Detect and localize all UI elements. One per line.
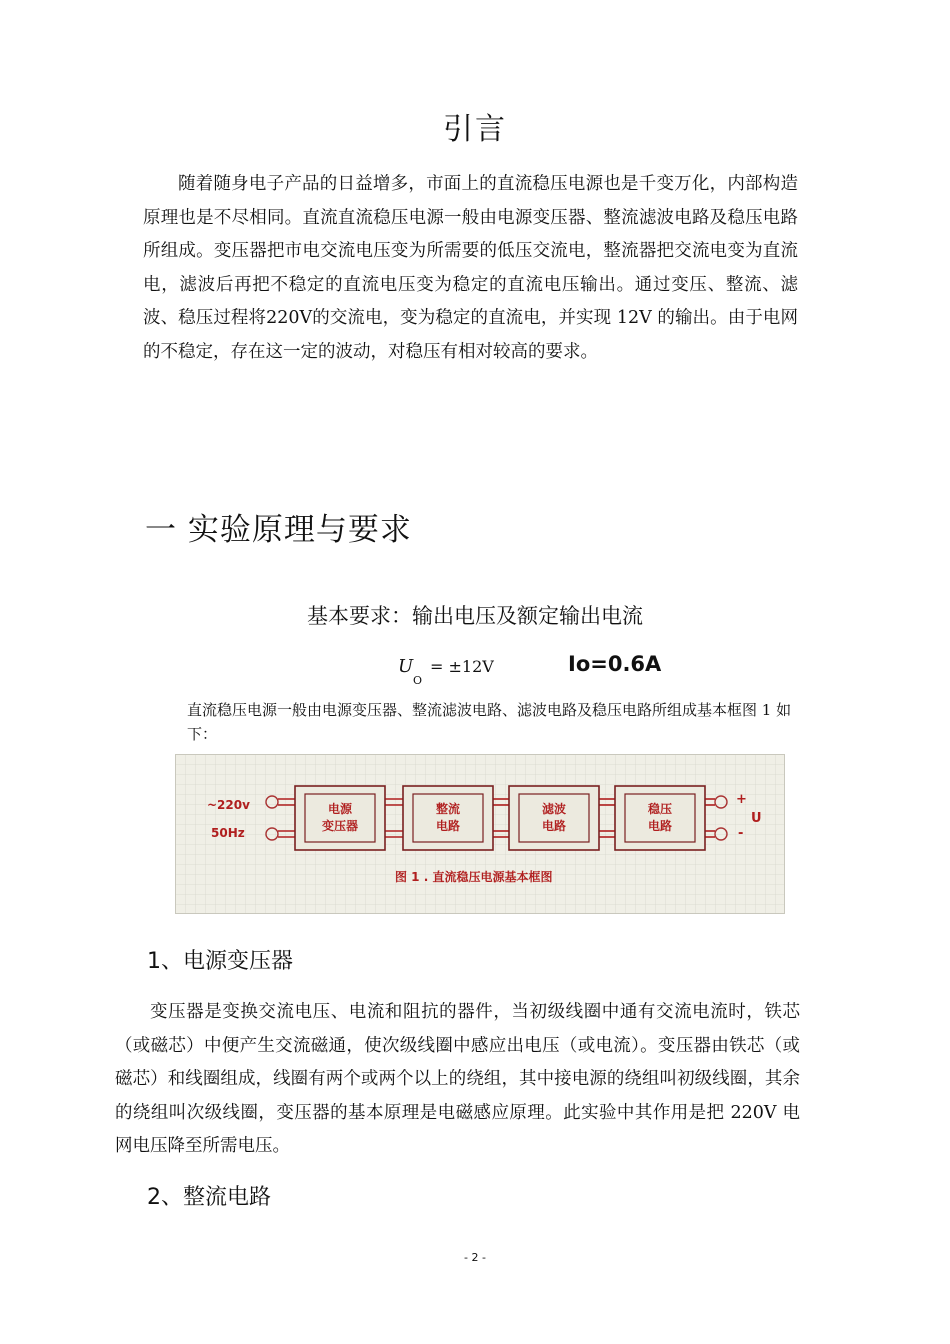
- formula-subscript: O: [413, 674, 423, 687]
- formula-symbol: U: [398, 656, 414, 677]
- block-filter: [509, 786, 599, 850]
- block-rectifier-line1: 整流: [435, 802, 461, 816]
- output-minus: -: [738, 826, 744, 841]
- page-title: 引言: [443, 112, 507, 147]
- basic-requirement: 基本要求：输出电压及额定输出电流: [307, 604, 643, 628]
- block-transformer-line1: 电源: [327, 802, 353, 816]
- diagram-intro: 直流稳压电源一般由电源变压器、整流滤波电路、滤波电路及稳压电路所组成基本框图 1 如下：: [187, 701, 792, 743]
- output-label: U: [751, 811, 762, 826]
- output-plus: +: [736, 792, 747, 807]
- block-rectifier-line2: 电路: [435, 819, 461, 833]
- block-regulator-line1: 稳压: [647, 802, 673, 816]
- block-diagram: [175, 754, 785, 914]
- subsection-heading-transformer: 1、电源变压器: [147, 949, 293, 974]
- input-voltage-label: ~220v: [207, 798, 250, 812]
- block-regulator: [615, 786, 705, 850]
- page-number: - 2 -: [464, 1251, 486, 1264]
- block-regulator-line2: 电路: [647, 819, 673, 833]
- intro-paragraph: 随着随身电子产品的日益增多，市面上的直流稳压电源也是千变万化，内部构造原理也是不尽相同。直流直流稳压电源一般由电源变压器、整流滤波电路及稳压电路所组成。变压器把市电交流电压变为所需要的低压交流电，整流器把交流电变为直流电，滤波后再把不稳定的直流电压变为稳定的直流电压输出。通过变压、整流、滤波、稳压过程将220V的交流电，变为稳定的直流电，并实现 12V 的输出。由于电网的不稳定，存在这一定的波动，对稳压有相对较高的要求。: [143, 174, 798, 362]
- formula-expression: = ±12V: [430, 657, 494, 676]
- transformer-paragraph: 变压器是变换交流电压、电流和阻抗的器件，当初级线圈中通有交流电流时，铁芯（或磁芯）中便产生交流磁通，使次级线圈中感应出电压（或电流）。变压器由铁芯（或磁芯）和线圈组成，线圈有两个或两个以上的绕组，其中接电源的绕组叫初级线圈，其余的绕组叫次级线圈，变压器的基本原理是电磁感应原理。此实验中其作用是把 220V 电网电压降至所需电压。: [115, 1002, 800, 1156]
- block-transformer: [295, 786, 385, 850]
- subsection-heading-rectifier: 2、整流电路: [147, 1185, 271, 1210]
- output-formula: [398, 652, 662, 692]
- block-transformer-line2: 变压器: [321, 819, 359, 833]
- block-filter-line1: 滤波: [541, 802, 567, 816]
- section-heading: 一 实验原理与要求: [145, 512, 412, 548]
- input-frequency-label: 50Hz: [211, 826, 245, 840]
- diagram-caption: 图 1 . 直流稳压电源基本框图: [395, 870, 553, 884]
- formula-current: Io=0.6A: [568, 652, 662, 676]
- block-rectifier: [403, 786, 493, 850]
- block-filter-line2: 电路: [541, 819, 567, 833]
